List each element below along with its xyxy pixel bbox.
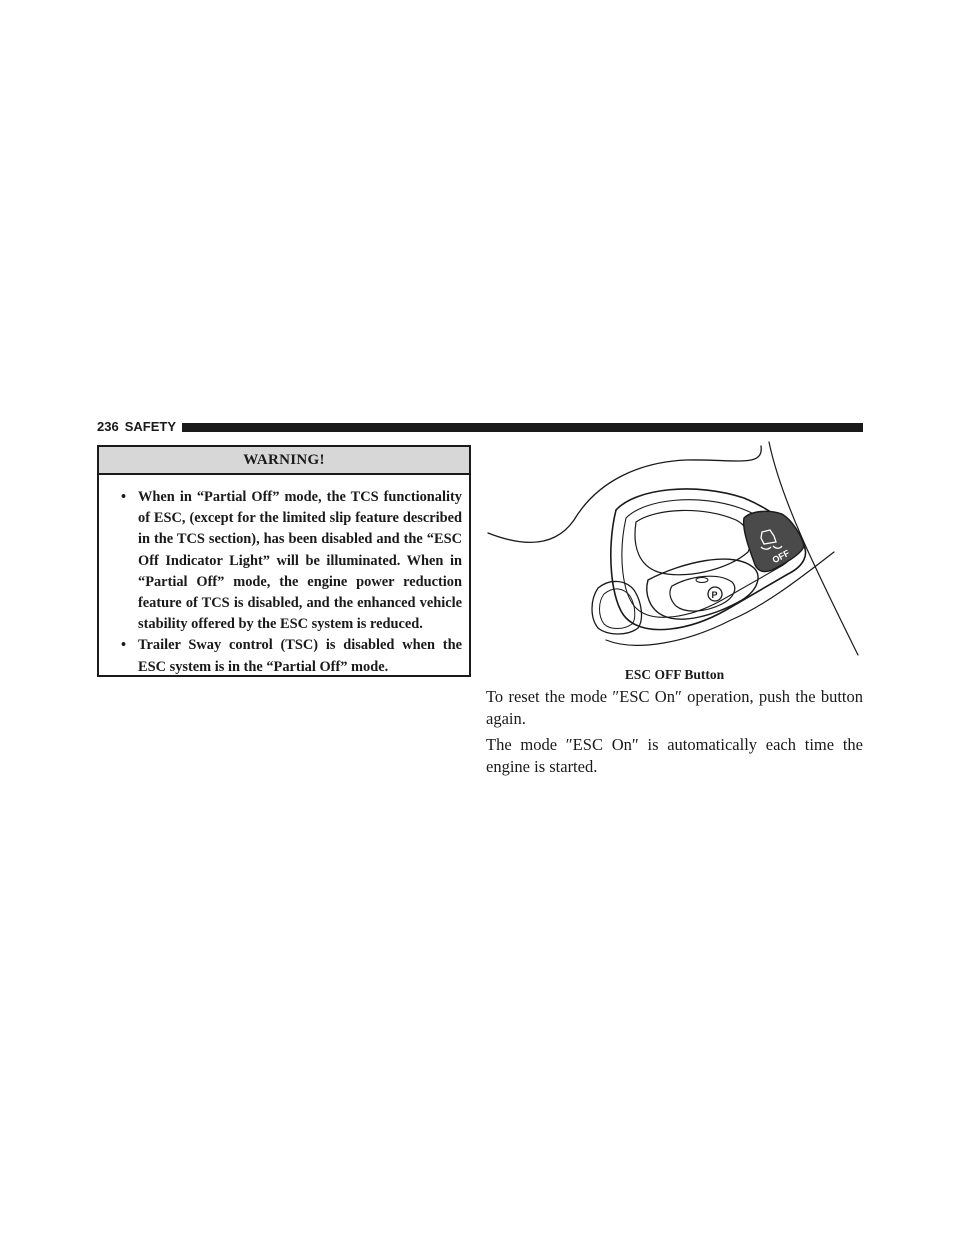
bullet-icon: • [121, 489, 127, 505]
page-number: 236 [97, 419, 119, 434]
header-rule [182, 423, 863, 432]
epb-indicator [696, 578, 708, 583]
esc-off-button-illustration [486, 440, 863, 662]
section-title: SAFETY [124, 419, 176, 434]
warning-bullet [119, 635, 462, 677]
figure-caption: ESC OFF Button [624, 667, 725, 682]
page-header [97, 418, 863, 436]
esc-off-button-label: OFF [770, 547, 792, 566]
epb-switch-outline [670, 576, 735, 611]
bullet-icon: • [121, 637, 127, 654]
storage-tray [635, 510, 750, 574]
warning-bullet-text: When in “Partial Off” mode, the TCS functionality of ESC, (except for the limited slip feature described in the TCS section), has been disabled and the “ESC Off Indicator Light” will be illuminated. When in “Partial Off” mode, the engine power reduction feature of TCS is disabled, and the enhanced vehicle stability offered by the ESC system is reduced. [138, 489, 462, 633]
warning-bullet-text: Trailer Sway control (TSC) is disabled when the ESC system is in the “Partial Off” mode. [138, 637, 462, 675]
warning-box [97, 445, 471, 677]
warning-title: WARNING! [99, 447, 469, 475]
warning-bullet [119, 487, 462, 635]
park-brake-label: P [711, 590, 718, 600]
warning-list [99, 475, 469, 678]
body-paragraph: To reset the mode ″ESC On″ operation, push the button again. [486, 687, 863, 728]
side-cup-holder-inner [600, 589, 635, 629]
body-paragraph: The mode ″ESC On″ is automatically each time the engine is started. [486, 735, 863, 776]
